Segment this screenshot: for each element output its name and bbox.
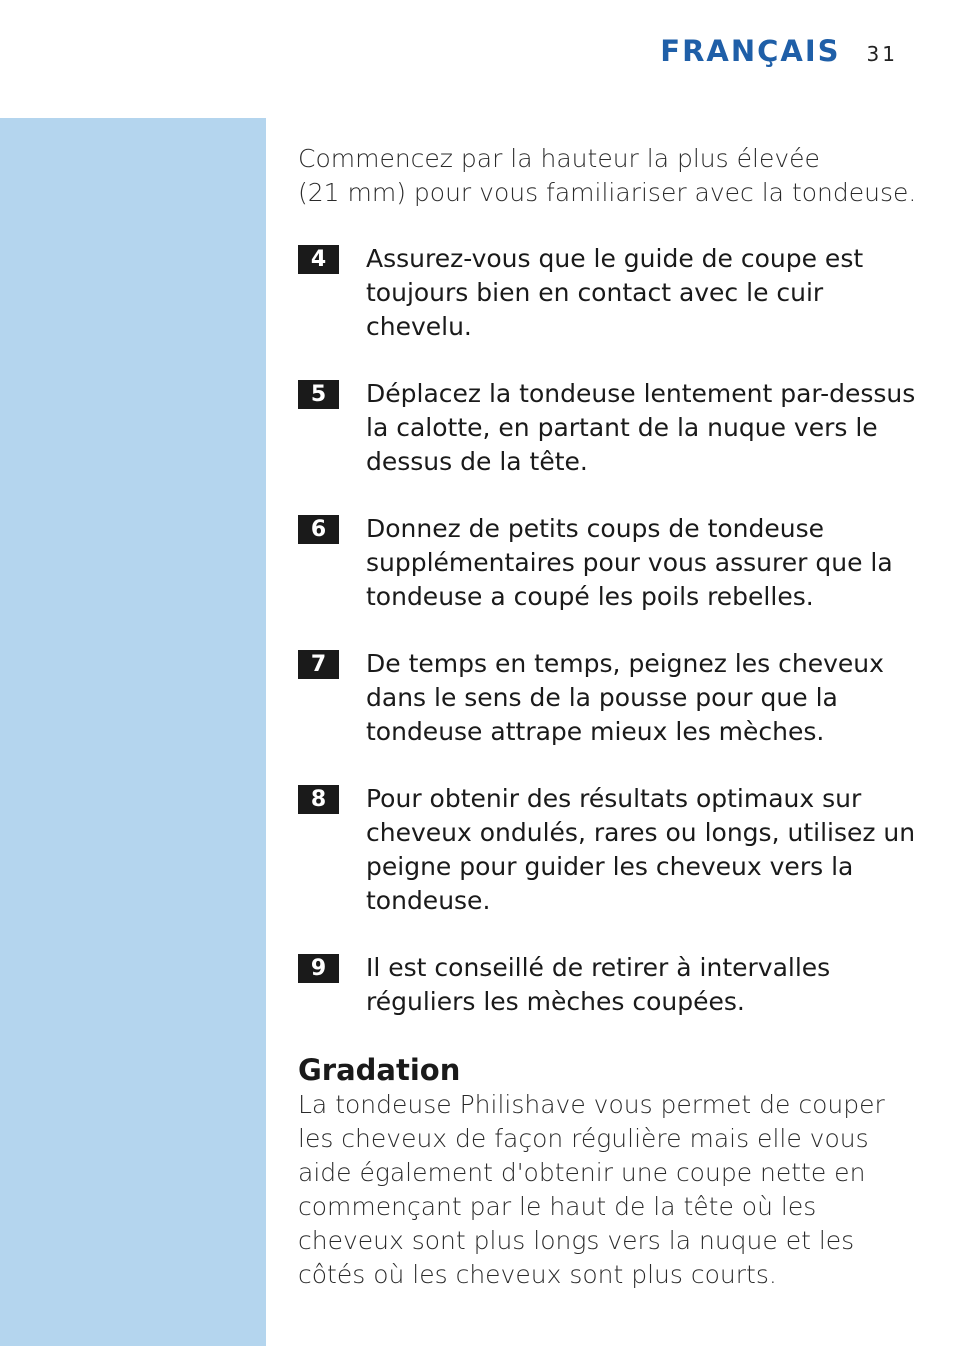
main-content [298,142,918,1292]
step-number-badge: 8 [298,785,339,814]
step-number-badge: 9 [298,954,339,983]
step-text: Déplacez la tondeuse lentement par-dessus la calotte, en partant de la nuque vers le dessus de la tête. [366,379,916,476]
intro-paragraph: Commencez par la hauteur la plus élevée (21 mm) pour vous familiariser avec la tondeuse. [298,144,917,207]
step-item [298,647,918,749]
section-title: Gradation [298,1053,461,1087]
section-body: La tondeuse Philishave vous permet de couper les cheveux de façon régulière mais elle vous aide également d'obtenir une coupe nette en commençant par le haut de la tête où les cheveux sont plus longs vers la nuque et les côtés où les cheveux sont plus courts. [298,1090,885,1289]
step-number-badge: 5 [298,380,339,409]
step-text: Il est conseillé de retirer à intervalles réguliers les mèches coupées. [366,953,831,1016]
step-number-badge: 7 [298,650,339,679]
step-item [298,512,918,614]
step-item [298,377,918,479]
step-item [298,782,918,918]
step-number-badge: 6 [298,515,339,544]
step-text: Donnez de petits coups de tondeuse supplémentaires pour vous assurer que la tondeuse a coupé les poils rebelles. [366,514,893,611]
step-number-badge: 4 [298,245,339,274]
page-header [660,34,898,68]
step-text: Assurez-vous que le guide de coupe est toujours bien en contact avec le cuir chevelu. [366,244,864,341]
step-text: De temps en temps, peignez les cheveux dans le sens de la pousse pour que la tondeuse attrape mieux les mèches. [366,649,884,746]
step-item [298,951,918,1019]
page-number: 31 [866,42,898,66]
sidebar-panel [0,118,266,1346]
step-text: Pour obtenir des résultats optimaux sur cheveux ondulés, rares ou longs, utilisez un peigne pour guider les cheveux vers la tondeuse. [366,784,916,915]
language-label: FRANÇAIS [660,34,841,68]
step-item [298,242,918,344]
